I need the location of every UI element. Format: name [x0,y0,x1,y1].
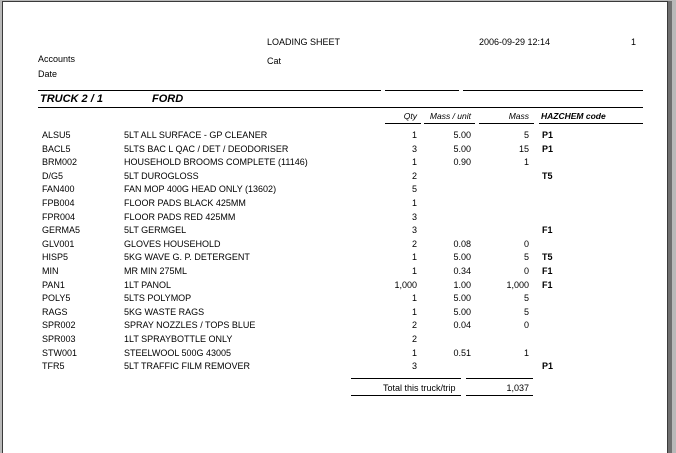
total-underline-right [466,395,533,396]
item-description: 5LTS POLYMOP [124,293,192,303]
item-hazchem: F1 [542,266,553,276]
total-mass: 1,037 [506,383,529,393]
rule-right [463,90,643,91]
item-code: FPR004 [42,212,76,222]
item-hazchem: T5 [542,252,553,262]
item-mass: 0 [523,266,529,276]
truck-make: FORD [152,93,184,105]
item-code: BACL5 [42,144,71,154]
item-qty: 1 [411,348,417,358]
item-qty: 1 [411,293,417,303]
col-qty: Qty [403,111,417,121]
item-code: POLY5 [42,293,71,303]
item-code: STW001 [42,348,78,358]
truck-id: TRUCK 2 / 1 [40,93,103,105]
item-description: 1LT SPRAYBOTTLE ONLY [124,334,233,344]
item-qty: 2 [411,171,417,181]
item-mass: 0 [523,239,529,249]
item-description: SPRAY NOZZLES / TOPS BLUE [124,320,256,330]
item-qty: 3 [411,212,417,222]
accounts-label: Accounts [38,54,76,64]
item-mass: 1 [523,157,529,167]
total-underline-left [351,395,461,396]
page-number: 1 [631,37,637,47]
report-page [2,1,668,453]
item-mass-per-unit: 5.00 [453,144,471,154]
item-mass-per-unit: 0.34 [453,266,471,276]
hdr-rule-qty [385,123,421,124]
report-datetime: 2006-09-29 12:14 [479,37,551,47]
accounts-value: Cat [267,56,282,66]
rule-mid [385,90,459,91]
item-code: SPR002 [42,320,76,330]
item-code: D/G5 [42,171,64,181]
item-description: 1LT PANOL [124,280,172,290]
item-description: 5LT ALL SURFACE - GP CLEANER [124,130,268,140]
item-qty: 1 [411,157,417,167]
item-qty: 2 [411,320,417,330]
item-mass: 15 [518,144,529,154]
item-code: GERMA5 [42,225,81,235]
item-description: 5KG WASTE RAGS [124,307,205,317]
total-rule-right [466,378,533,379]
item-hazchem: P1 [542,144,554,154]
total-label: Total this truck/trip [383,383,456,393]
item-description: FLOOR PADS BLACK 425MM [124,198,246,208]
item-code: FAN400 [42,184,75,194]
item-code: SPR003 [42,334,76,344]
item-code: RAGS [42,307,68,317]
hdr-rule-haz [539,123,643,124]
item-code: HISP5 [42,252,69,262]
hdr-rule-mass [479,123,534,124]
item-description: 5LT GERMGEL [124,225,187,235]
item-qty: 3 [411,144,417,154]
item-description: FAN MOP 400G HEAD ONLY (13602) [124,184,277,194]
item-mass-per-unit: 5.00 [453,293,471,303]
item-qty: 2 [411,239,417,249]
item-mass-per-unit: 0.90 [453,157,471,167]
hdr-rule-mpu [424,123,475,124]
item-description: STEELWOOL 500G 43005 [124,348,232,358]
item-mass: 5 [523,130,529,140]
col-hazchem: HAZCHEM code [541,111,606,121]
item-mass: 0 [523,320,529,330]
item-mass-per-unit: 0.51 [453,348,471,358]
item-description: MR MIN 275ML [124,266,188,276]
item-code: FPB004 [42,198,75,208]
item-mass: 5 [523,307,529,317]
rule-left [38,90,381,91]
date-label: Date [38,69,58,79]
item-code: PAN1 [42,280,65,290]
item-code: ALSU5 [42,130,71,140]
item-description: 5KG WAVE G. P. DETERGENT [124,252,250,262]
item-code: MIN [42,266,59,276]
item-hazchem: P1 [542,361,554,371]
item-mass-per-unit: 1.00 [453,280,471,290]
item-qty: 1 [411,252,417,262]
item-code: BRM002 [42,157,78,167]
item-mass: 5 [523,293,529,303]
item-code: GLV001 [42,239,75,249]
item-mass-per-unit: 0.04 [453,320,471,330]
col-mass-per-unit: Mass / unit [429,111,471,121]
item-qty: 1 [411,307,417,317]
item-hazchem: T5 [542,171,553,181]
item-description: 5LT DUROGLOSS [124,171,199,181]
item-hazchem: F1 [542,280,553,290]
report-title: LOADING SHEET [267,37,341,47]
item-mass-per-unit: 5.00 [453,130,471,140]
item-hazchem: P1 [542,130,554,140]
item-description: 5LTS BAC L QAC / DET / DEODORISER [124,144,289,154]
item-mass-per-unit: 5.00 [453,252,471,262]
item-qty: 5 [411,184,417,194]
item-description: HOUSEHOLD BROOMS COMPLETE (11146) [124,157,308,167]
item-description: FLOOR PADS RED 425MM [124,212,236,222]
item-qty: 2 [411,334,417,344]
total-rule-left [351,378,461,379]
item-qty: 1 [411,266,417,276]
item-code: TFR5 [42,361,65,371]
item-mass: 1 [523,348,529,358]
item-mass-per-unit: 5.00 [453,307,471,317]
item-qty: 1 [411,198,417,208]
item-mass: 1,000 [506,280,529,290]
item-qty: 3 [411,361,417,371]
col-mass: Mass [508,111,529,121]
item-qty: 1,000 [394,280,417,290]
item-description: 5LT TRAFFIC FILM REMOVER [124,361,251,371]
item-hazchem: F1 [542,225,553,235]
truck-rule [38,107,643,108]
item-description: GLOVES HOUSEHOLD [124,239,221,249]
item-qty: 1 [411,130,417,140]
item-mass: 5 [523,252,529,262]
item-mass-per-unit: 0.08 [453,239,471,249]
item-qty: 3 [411,225,417,235]
